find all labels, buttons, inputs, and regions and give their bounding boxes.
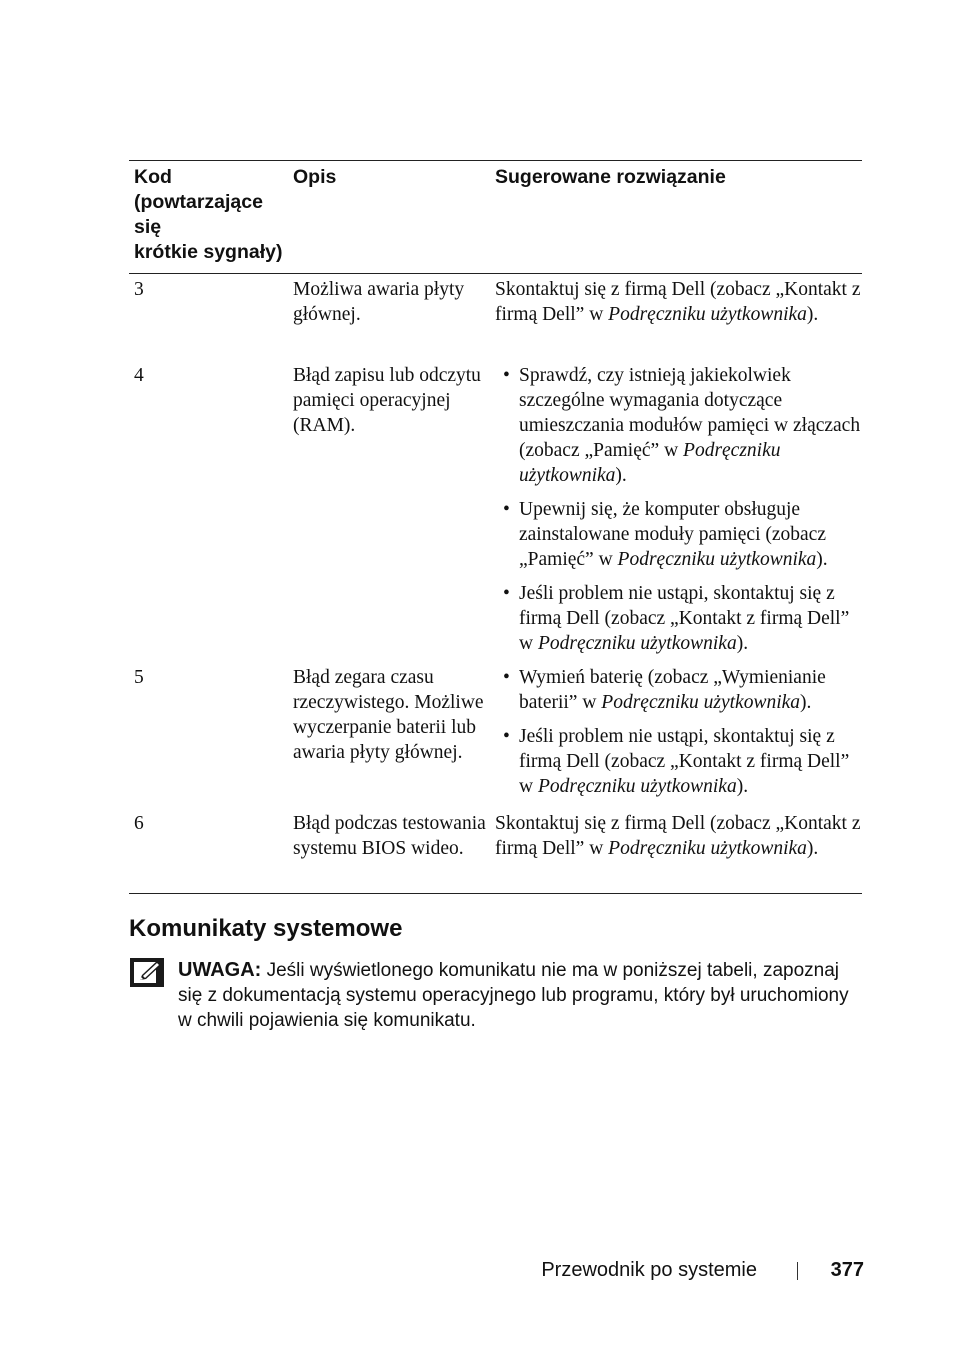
note-text <box>178 958 858 1033</box>
beep-code-table <box>129 160 862 894</box>
row-description: Błąd zegara czasu rzeczywistego. Możliwe wyczerpanie baterii lub awaria płyty głównej. <box>293 667 484 763</box>
table-row <box>129 811 862 893</box>
table-row <box>129 665 862 811</box>
page-footer <box>0 1256 954 1284</box>
footer-title: Przewodnik po systemie <box>541 1259 757 1281</box>
row-code: 4 <box>134 365 144 386</box>
row-solution: Skontaktuj się z firmą Dell (zobacz „Kontakt z firmą Dell” w Podręczniku użytkownika). <box>495 279 861 325</box>
header-solution: Sugerowane rozwiązanie <box>495 166 726 188</box>
list-item: • Wymień baterię (zobacz „Wymienianie baterii” w Podręczniku użytkownika). <box>503 667 826 713</box>
table-row <box>129 362 862 665</box>
header-description: Opis <box>293 166 337 188</box>
list-item: • Jeśli problem nie ustąpi, skontaktuj się z firmą Dell (zobacz „Kontakt z firmą Dell” w Podręczniku użytkownika). <box>503 726 850 797</box>
note-label: UWAGA: <box>178 959 262 981</box>
row-description: Możliwa awaria płyty głównej. <box>293 279 465 325</box>
list-item: • Sprawdź, czy istnieją jakiekolwiek szczególne wymagania dotyczące umieszczania modułów pamięci w złączach (zobacz „Pamięć” w Podręczniku użytkownika). <box>503 365 861 486</box>
solution-list <box>495 665 862 799</box>
section-title: Komunikaty systemowe <box>129 915 403 942</box>
table-row <box>129 274 862 362</box>
row-code: 6 <box>134 813 144 834</box>
footer-separator <box>797 1262 798 1280</box>
row-description: Błąd zapisu lub odczytu pamięci operacyjnej (RAM). <box>293 365 481 436</box>
row-solution <box>495 363 862 665</box>
row-code: 5 <box>134 667 144 688</box>
note-body: Jeśli wyświetlonego komunikatu nie ma w poniższej tabeli, zapoznaj się z dokumentacją systemu operacyjnego lub programu, który był uruchomiony w chwili pojawienia się komunikatu. <box>178 960 849 1031</box>
list-item: • Upewnij się, że komputer obsługuje zainstalowane moduły pamięci (zobacz „Pamięć” w Podręczniku użytkownika). <box>503 499 828 570</box>
pencil-note-icon <box>130 958 164 987</box>
row-solution: Skontaktuj się z firmą Dell (zobacz „Kontakt z firmą Dell” w Podręczniku użytkownika). <box>495 813 861 859</box>
list-item: • Jeśli problem nie ustąpi, skontaktuj się z firmą Dell (zobacz „Kontakt z firmą Dell” w Podręczniku użytkownika). <box>503 583 850 654</box>
row-description: Błąd podczas testowania systemu BIOS wideo. <box>293 813 486 859</box>
header-code: Kod (powtarzające się krótkie sygnały) <box>134 166 283 263</box>
page-number: 377 <box>830 1259 864 1281</box>
row-solution <box>495 665 862 811</box>
row-code: 3 <box>134 279 144 300</box>
solution-list <box>495 363 862 656</box>
table-header <box>129 161 862 274</box>
